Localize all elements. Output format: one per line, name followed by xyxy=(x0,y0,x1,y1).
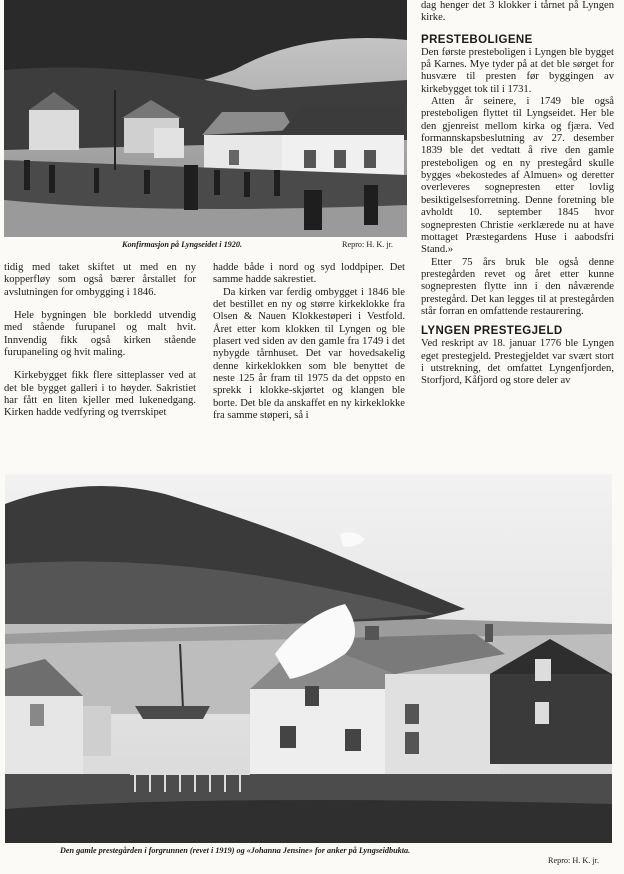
bottom-photo-credit: Repro: H. K. jr. xyxy=(548,856,599,865)
paragraph: hadde både i nord og syd loddpiper. Det samme hadde sakrestiet. xyxy=(213,262,405,286)
paragraph: Den første presteboligen i Lyngen ble bygget på Karnes. Mye tyder på at det ble sørget for husvære til presten før byggingen av kirkebygget tok til i 1731. xyxy=(421,46,614,95)
paragraph: Hele bygningen ble borkledd utvendig med stående furupanel og malt hvit. Innvendig fikk også kirken stående furupaneling og hvit maling. xyxy=(4,310,196,359)
top-photo-credit: Repro: H. K. jr. xyxy=(342,240,393,249)
confirmation-photo xyxy=(4,0,407,237)
paragraph: Atten år seinere, i 1749 ble også presteboligen flyttet til Lyngseidet. Her ble den gjenreist mellom kirka og fjæra. Ved formannskapsbeslutning av 27. desember 1839 ble det vedtatt å rive den gamle presteboligen og en ny prestegård skulle bygges «bekostedes af Almuen» og deretter overleveres sognepresten etter lovlig besiktigelsesforretning. Denne foretning ble avholdt 10. september 1845 hvor sognepresten Christie «erklærede nu at have mottaget Præstegardens Huse i aabodsfri Stand.» xyxy=(421,96,614,256)
paragraph: Ved reskript av 18. januar 1776 ble Lyngen eget prestegjeld. Prestegjeldet var svært stort i utstrekning, det omfattet Lyngenfjorden, Storfjord, Kåfjord og store deler av xyxy=(421,338,614,387)
paragraph: Kirkebygget fikk flere sitteplasser ved at det ble bygget galleri i to høyder. Sakristiet har fått en liten kjeller med lukenedgang. Kirken hadde vedfyring og tverrskipet xyxy=(4,370,196,419)
bottom-photo-caption: Den gamle prestegården i forgrunnen (revet i 1919) og «Johanna Jensine» for anker på Lyngseidbukta. xyxy=(60,846,411,855)
section-heading-preseboligene: PRESTEBOLIGENE xyxy=(421,33,533,46)
text-column-2 xyxy=(213,262,405,422)
top-photo-caption: Konfirmasjon på Lyngseidet i 1920. xyxy=(122,240,243,249)
section-heading-prestegjeld: LYNGEN PRESTEGJELD xyxy=(421,325,563,338)
paragraph: Da kirken var ferdig ombygget i 1846 ble det bestillet en ny og større kirkeklokke fra Olsen & Nauen Klokkestøperi i Vestfold. Året etter kom klokken til Lyngen og ble plasert ved siden av den gamle fra 1749 i det nybygde tårnhuset. Det var hovedsakelig denne kirkeklokken som ble benyttet de neste 125 år fram til 1975 da det oppsto en sprekk i klokke-skjørtet og klangen ble borte. Det ble da anskaffet en ny kirkeklokke fra samme støperi, så i xyxy=(213,286,405,422)
paragraph: tidig med taket skiftet ut med en ny kopperfløy som også bærer årstallet for avslutningen for ombygging i 1846. xyxy=(4,262,196,298)
text-column-1 xyxy=(4,262,196,420)
old-parsonage-photo xyxy=(5,474,612,843)
paragraph: dag henger det 3 klokker i tårnet på Lyngen kirke. xyxy=(421,0,614,24)
paragraph: Etter 75 års bruk ble også denne prestegården revet og året etter kunne sognepresten flytte inn i den nåværende prestegård. Det kan legges til at prestegården står forran en omfattende restaurering. xyxy=(421,256,614,317)
text-column-3 xyxy=(421,0,614,388)
